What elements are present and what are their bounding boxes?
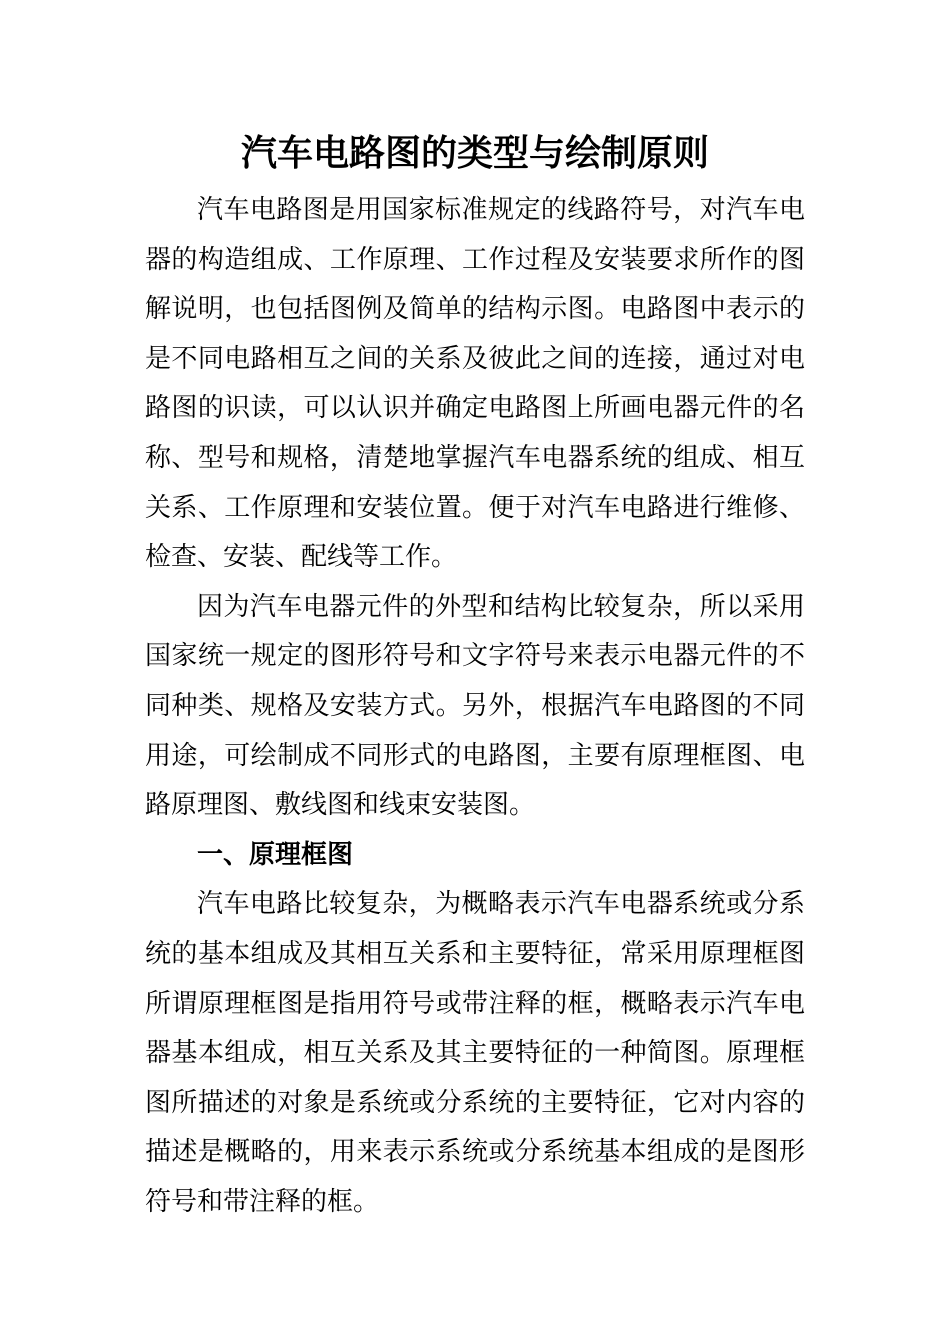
paragraph-block-diagram: 汽车电路比较复杂，为概略表示汽车电器系统或分系统的基本组成及其相互关系和主要特征，常采用原理框图所谓原理框图是指用符号或带注释的框，概略表示汽车电器基本组成，相互关系及其主要特征的一种简图。原理框图所描述的对象是系统或分系统的主要特征，它对内容的描述是概略的，用来表示系统或分系统基本组成的是图形符号和带注释的框。 [145, 889, 805, 1217]
document-title: 汽车电路图的类型与绘制原则 [240, 132, 709, 174]
document-page [145, 128, 805, 1227]
section-heading-block-diagram: 一、原理框图 [197, 839, 354, 870]
paragraph-diagram-types: 因为汽车电器元件的外型和结构比较复杂，所以采用国家统一规定的图形符号和文字符号来表示电器元件的不同种类、规格及安装方式。另外，根据汽车电路图的不同用途，可绘制成不同形式的电路图，主要有原理框图、电路原理图、敷线图和线束安装图。 [145, 591, 805, 821]
paragraph-intro: 汽车电路图是用国家标准规定的线路符号，对汽车电器的构造组成、工作原理、工作过程及安装要求所作的图解说明，也包括图例及简单的结构示图。电路图中表示的是不同电路相互之间的关系及彼此之间的连接，通过对电路图的识读，可以认识并确定电路图上所画电器元件的名称、型号和规格，清楚地掌握汽车电器系统的组成、相互关系、工作原理和安装位置。便于对汽车电路进行维修、检查、安装、配线等工作。 [145, 195, 805, 573]
